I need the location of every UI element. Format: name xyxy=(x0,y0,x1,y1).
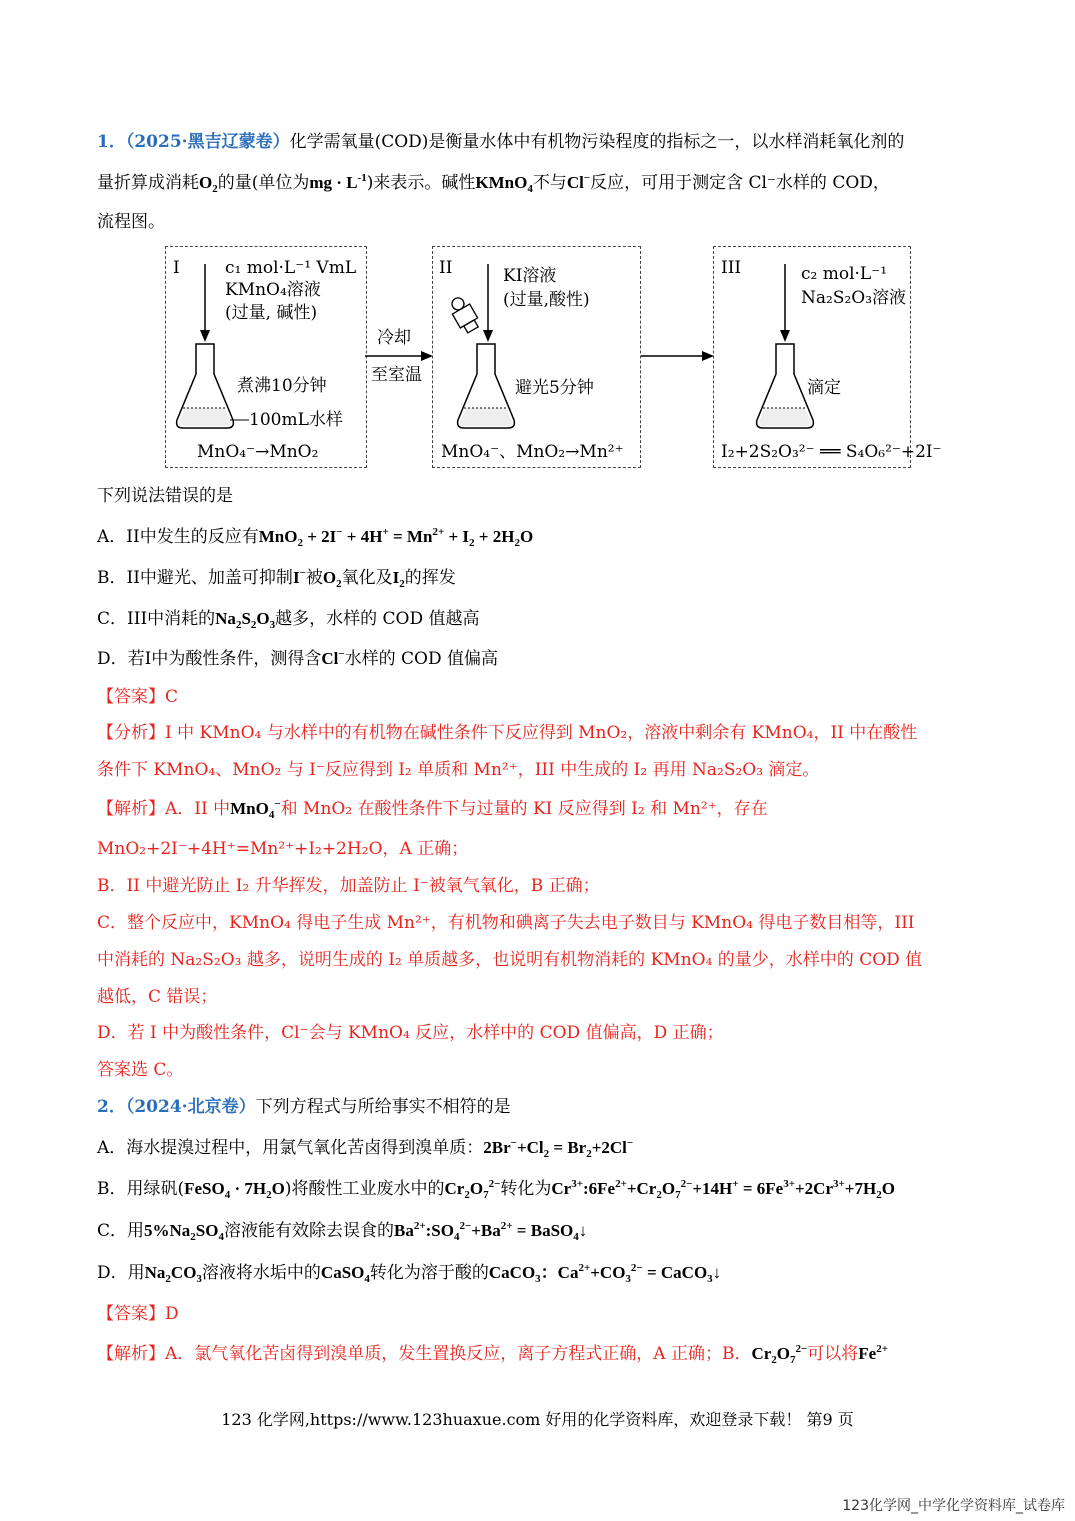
q2-stem xyxy=(97,1096,511,1118)
box2-reagent1: KI溶液 xyxy=(503,266,557,286)
box1-equation: MnO₄⁻→MnO₂ xyxy=(197,442,319,462)
formula-q2-d: CaCO$_3$：$Ca^{2+}+CO_3^{2-}$ = CaCO$_3$↓ xyxy=(488,1262,722,1285)
explain-a-text1: A．II 中 xyxy=(165,799,231,819)
box1-label: I xyxy=(173,258,180,278)
q2-stem-text: 下列方程式与所给事实不相符的是 xyxy=(255,1097,511,1117)
formula-kmno4: KMnO$_4$ xyxy=(475,173,533,195)
box2-reagent2: (过量,酸性) xyxy=(503,290,590,310)
box3-label: III xyxy=(721,258,742,278)
q2-option-b-text3: 转化为 xyxy=(500,1179,552,1199)
formula-i-ion: I− xyxy=(292,567,306,587)
q1-answer: 【答案】C xyxy=(97,687,179,707)
formula-unit: mg · $L^{-1}$ xyxy=(309,172,367,192)
q1-option-b xyxy=(97,567,456,589)
q1-option-c-text2: 越多，水样的 COD 值越高 xyxy=(275,609,480,629)
q1-option-c xyxy=(97,608,480,630)
formula-caso4: CaSO$_4$ xyxy=(320,1263,370,1285)
q2-option-d-text3: 转化为溶于酸的 xyxy=(369,1263,489,1283)
stopper-icon xyxy=(446,294,481,335)
q2-option-b-text2: )将酸性工业废水中的 xyxy=(284,1179,445,1199)
box3-reagent1: c₂ mol·L⁻¹ xyxy=(801,264,888,284)
formula-q2-b: $Cr^{3+}:6Fe^{2+}+Cr_2O_7^{2-}+14H^+ = 6Fe^{3+}+2Cr^{3+}+7H_2O$ xyxy=(551,1178,895,1201)
box1-reagent1: c₁ mol·L⁻¹ VmL xyxy=(225,258,357,278)
explain-tag: 【解析】 xyxy=(97,799,165,819)
formula-cl-ion: Cl− xyxy=(566,172,591,192)
q1-stem-text2b: 的量(单位为 xyxy=(217,173,310,193)
q1-prompt: 下列说法错误的是 xyxy=(97,486,233,506)
formula-mno4: MnO$_4$− xyxy=(230,798,281,821)
q1-option-b-text3: 氧化及 xyxy=(341,568,393,588)
formula-na2s2o3: $Na_2S_2O_3$ xyxy=(215,609,276,631)
q2-option-d-text1: D．用 xyxy=(97,1263,145,1283)
formula-feso4: FeSO$_4$ · $7H_2O$ xyxy=(184,1179,285,1201)
box2-equation: MnO₄⁻、MnO₂→Mn²⁺ xyxy=(441,442,624,462)
formula-na2co3: $Na_2CO_3$ xyxy=(144,1263,202,1285)
q1-option-a xyxy=(97,526,533,548)
flask-icon-2 xyxy=(458,344,515,428)
q1-stem-line2 xyxy=(97,172,890,194)
q1-stem-text2a: 量折算成消耗 xyxy=(97,173,199,193)
q2-source: （2024·北京卷） xyxy=(125,1097,256,1117)
q1-option-b-text1: B．II中避光、加盖可抑制 xyxy=(97,568,293,588)
box1-reagent2: KMnO₄溶液 xyxy=(225,280,321,300)
q1-stem-line1 xyxy=(97,131,904,153)
formula-q2-a: $2Br^-+Cl_2 = Br_2+2Cl^-$ xyxy=(483,1137,634,1160)
formula-cl-ion-d: Cl− xyxy=(321,648,345,668)
page-footer: 123 化学网,https://www.123huaxue.com 好用的化学资料库，欢迎登录下载！ 第9 页 xyxy=(221,1410,854,1429)
q1-option-a-text: A．II中发生的反应有 xyxy=(97,527,259,547)
box3-reagent2: Na₂S₂O₃溶液 xyxy=(801,288,907,308)
formula-o2: $O_2$ xyxy=(199,173,218,195)
q1-option-d-text2: 水样的 COD 值偏高 xyxy=(344,649,499,669)
q1-stem-text2c: )来表示。碱性 xyxy=(366,173,476,193)
formula-cr2o7: $Cr_2O_7^{2-}$ xyxy=(444,1178,501,1201)
q1-analysis-line1 xyxy=(97,722,917,744)
explain-a-text2: 和 MnO₂ 在酸性条件下与过量的 KI 反应得到 I₂ 和 Mn²⁺，存在 xyxy=(280,799,768,819)
q2-explain-text: A．氯气氧化苦卤得到溴单质，发生置换反应，离子方程式正确，A 正确；B． xyxy=(165,1344,752,1364)
watermark-text: 123化学网_中学化学资料库_试卷库 xyxy=(842,1498,1065,1514)
formula-q2-c: $Ba^{2+}:SO_4^{2-}+Ba^{2+}$ = BaSO$_4$↓ xyxy=(393,1220,588,1243)
formula-i2: $I_2$ xyxy=(392,568,405,590)
q2-option-d xyxy=(97,1262,721,1284)
box1-note2: 100mL水样 xyxy=(249,410,343,430)
q1-stem-text2d: 不与 xyxy=(532,173,567,193)
q2-option-b-text1: B．用绿矾( xyxy=(97,1179,185,1199)
q1-explain-c3: 越低，C 错误； xyxy=(97,987,218,1007)
formula-cr2o7-explain: $Cr_2O_7^{2-}$ xyxy=(751,1343,808,1366)
q2-option-a xyxy=(97,1137,633,1159)
q1-explain-a-eq: MnO₂+2I⁻+4H⁺=Mn²⁺+I₂+2H₂O，A 正确； xyxy=(97,839,469,859)
q2-option-b xyxy=(97,1178,895,1200)
q2-option-d-text2: 溶液将水垢中的 xyxy=(201,1263,321,1283)
q1-option-b-text4: 的挥发 xyxy=(404,568,456,588)
formula-o2-b: $O_2$ xyxy=(322,568,342,590)
analysis-text1: I 中 KMnO₄ 与水样中的有机物在碱性条件下反应得到 MnO₂，溶液中剩余有 KMnO₄，II 中在酸性 xyxy=(165,723,918,743)
box3-equation: I₂+2S₂O₃²⁻ ══ S₄O₆²⁻+2I⁻ xyxy=(721,442,942,462)
formula-fe2: $Fe^{2+}$ xyxy=(858,1343,889,1363)
q1-option-d xyxy=(97,648,498,670)
q1-option-c-text1: C．III中消耗的 xyxy=(97,609,216,629)
q1-source: （2025·黑吉辽蒙卷） xyxy=(125,132,290,152)
q1-explain-d: D．若 I 中为酸性条件，Cl⁻会与 KMnO₄ 反应，水样中的 COD 值偏高，D 正确； xyxy=(97,1023,724,1043)
q1-stem-text1: 化学需氧量(COD)是衡量水体中有机物污染程度的指标之一，以水样消耗氧化剂的 xyxy=(289,132,905,152)
q2-number: 2． xyxy=(97,1097,126,1117)
q2-option-c-text1: C．用 xyxy=(97,1221,145,1241)
q2-explain xyxy=(97,1343,888,1365)
flow-diagram xyxy=(165,246,942,471)
q1-option-d-text1: D．若I中为酸性条件，测得含 xyxy=(97,649,322,669)
q1-explain-c2: 中消耗的 Na₂S₂O₃ 越多，说明生成的 I₂ 单质越多，也说明有机物消耗的 KMnO₄ 的量少，水样中的 COD 值 xyxy=(97,950,923,970)
q1-analysis-line2: 条件下 KMnO₄、MnO₂ 与 I⁻反应得到 I₂ 单质和 Mn²⁺，III 中生成的 I₂ 再用 Na₂S₂O₃ 滴定。 xyxy=(97,760,820,780)
arrow1-bottom-label: 至室温 xyxy=(371,365,422,385)
q2-option-a-text: A．海水提溴过程中，用氯气氧化苦卤得到溴单质： xyxy=(97,1138,484,1158)
box2-note: 避光5分钟 xyxy=(515,378,594,398)
q1-option-b-text2: 被 xyxy=(305,568,323,588)
box1-reagent3: (过量, 碱性) xyxy=(225,303,318,323)
box1-note1: 煮沸10分钟 xyxy=(237,376,327,396)
analysis-tag: 【分析】 xyxy=(97,723,165,743)
q1-final: 答案选 C。 xyxy=(97,1060,184,1080)
box3-note: 滴定 xyxy=(807,378,841,398)
q2-explain-tag: 【解析】 xyxy=(97,1344,165,1364)
arrow1-top-label: 冷却 xyxy=(377,328,411,348)
q2-option-c-text2: 溶液能有效除去误食的 xyxy=(223,1221,394,1241)
q1-stem-line3: 流程图。 xyxy=(97,212,165,232)
q2-answer: 【答案】D xyxy=(97,1304,179,1324)
q1-number: 1． xyxy=(97,132,126,152)
q1-explain-a xyxy=(97,798,768,820)
formula-na2so4: $5\%Na_2SO_4$ xyxy=(144,1221,224,1243)
formula-option-a: $MnO_2 + 2I^- + 4H^+ = Mn^{2+} + I_2 + 2H_2O$ xyxy=(258,526,534,549)
box2-label: II xyxy=(439,258,453,278)
flask-icon-3 xyxy=(757,344,814,428)
q1-stem-text2e: 反应，可用于测定含 Cl⁻水样的 COD， xyxy=(590,173,890,193)
q2-option-c xyxy=(97,1220,587,1242)
q1-explain-c1: C．整个反应中，KMnO₄ 得电子生成 Mn²⁺，有机物和碘离子失去电子数目与 KMnO₄ 得电子数目相等，III xyxy=(97,913,915,933)
q1-explain-b: B．II 中避光防止 I₂ 升华挥发，加盖防止 I⁻被氧气氧化，B 正确； xyxy=(97,876,600,896)
q2-explain-end: 可以将 xyxy=(807,1344,859,1364)
